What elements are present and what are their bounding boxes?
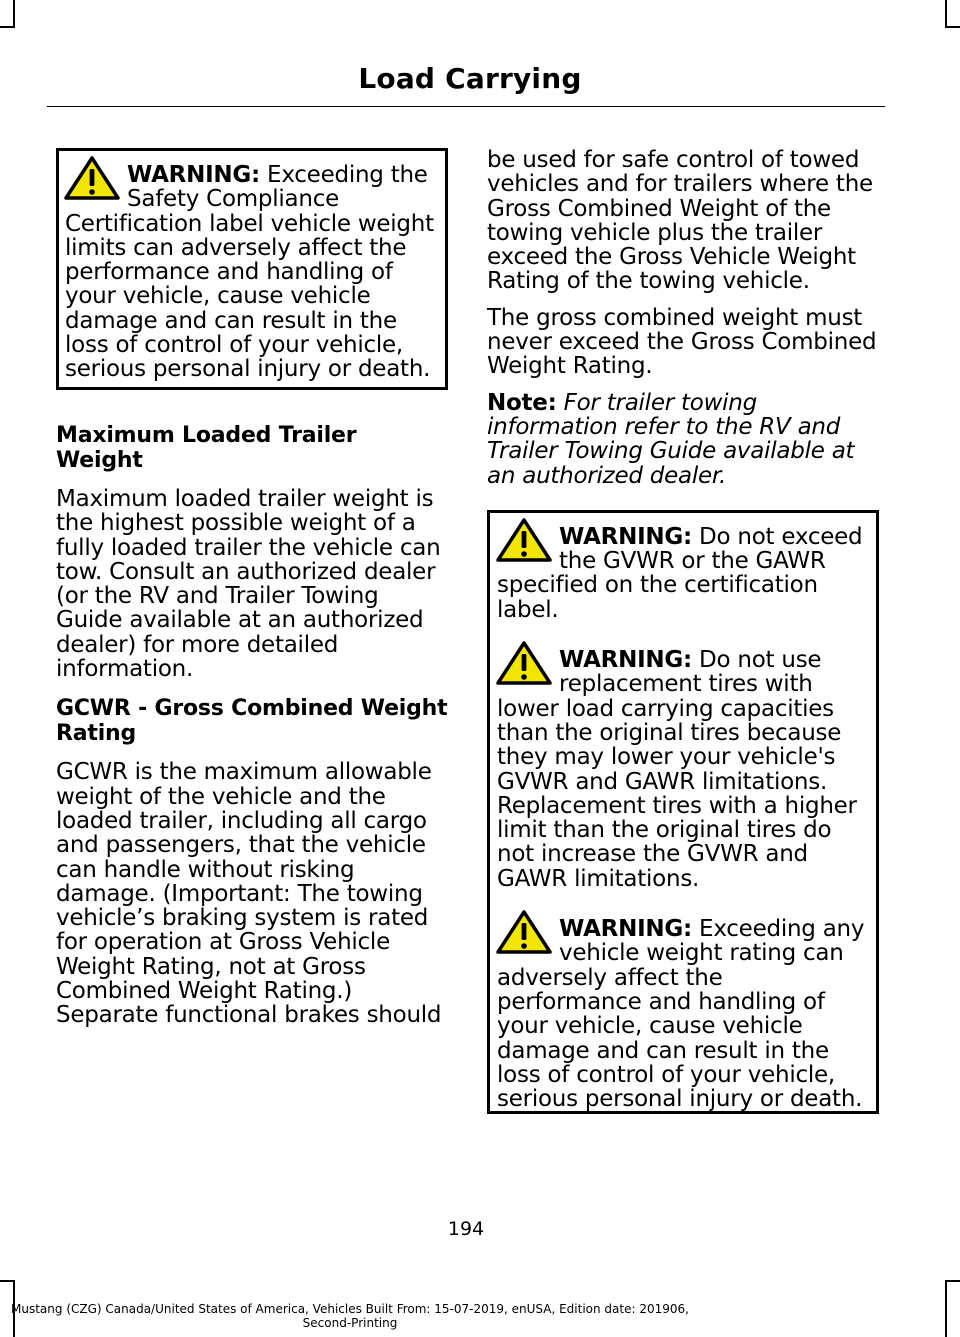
warning-triangle-icon bbox=[495, 517, 553, 563]
header-divider bbox=[47, 106, 885, 107]
warning-label: WARNING: bbox=[559, 523, 692, 550]
crop-mark-bottom-right-h bbox=[945, 1280, 960, 1282]
warning-box bbox=[56, 148, 448, 390]
paragraph: The gross combined weight must never exceed the Gross Combined Weight Rating. bbox=[487, 304, 877, 380]
page-title: Load Carrying bbox=[358, 62, 582, 95]
left-column bbox=[56, 148, 448, 1028]
warning-text bbox=[497, 917, 870, 1111]
crop-mark-top-left-h bbox=[0, 26, 15, 28]
warnings-box bbox=[487, 510, 879, 1114]
section-heading: GCWR - Gross Combined Weight Rating bbox=[56, 696, 448, 746]
warning-label: WARNING: bbox=[559, 916, 692, 943]
warning-text bbox=[497, 648, 870, 891]
warning-text bbox=[65, 163, 439, 382]
section-body: Maximum loaded trailer weight is the highest possible weight of a fully loaded trailer the vehicle can tow. Consult an authorized dealer (or the RV and Trailer Towing Guide available at an authorized dealer) for more detailed information. bbox=[56, 486, 441, 683]
warning-label: WARNING: bbox=[127, 162, 260, 188]
warning-text bbox=[497, 525, 870, 622]
warning-triangle-icon bbox=[63, 155, 121, 201]
crop-mark-top-left-v bbox=[13, 0, 15, 28]
note bbox=[487, 391, 879, 488]
warning-body: Do not exceed the GVWR or the GAWR specified on the certification label. bbox=[497, 523, 863, 623]
note-text: For trailer towing information refer to the RV and Trailer Towing Guide available at an authorized dealer. bbox=[487, 389, 855, 489]
warning-triangle-icon bbox=[495, 640, 553, 686]
page-number: 194 bbox=[447, 1218, 485, 1240]
note-label: Note: bbox=[487, 389, 557, 416]
paragraph: be used for safe control of towed vehicles and for trailers where the Gross Combined Weight of the towing vehicle plus the trailer exceed the Gross Vehicle Weight Rating of the towing vehicle. bbox=[487, 147, 873, 295]
crop-mark-top-right-h bbox=[945, 26, 960, 28]
crop-mark-top-right-v bbox=[945, 0, 947, 28]
warning-label: WARNING: bbox=[559, 647, 692, 674]
warning-body: Exceeding any vehicle weight rating can adversely affect the performance and handling of your vehicle, cause vehicle damage and can result in the loss of control of your vehicle, serious personal injury or death. bbox=[497, 916, 865, 1113]
warning-body: Exceeding the Safety Compliance Certification label vehicle weight limits can adversely affect the performance and handling of your vehicle, cause vehicle damage and can result in the loss of control of your vehicle, serious personal injury or death. bbox=[65, 162, 434, 383]
warning-body: Do not use replacement tires with lower load carrying capacities than the original tires because they may lower your vehicle's GVWR and GAWR limitations. Replacement tires with a higher limit than the original tires do not increase the GVWR and GAWR limitations. bbox=[497, 647, 857, 892]
crop-mark-bottom-right-v bbox=[945, 1280, 947, 1337]
section-body: GCWR is the maximum allowable weight of the vehicle and the loaded trailer, including all cargo and passengers, that the vehicle can handle without risking damage. (Important: The towing vehicle’s braking system is rated for operation at Gross Vehicle Weight Rating, not at Gross Combined Weight Rating.) Separate functional brakes should bbox=[56, 759, 442, 1029]
warning-triangle-icon bbox=[495, 909, 553, 955]
footer-text: Mustang (CZG) Canada/United States of America, Vehicles Built From: 15-07-2019, enUSA, Edition date: 201906, Second-Printing bbox=[11, 1302, 689, 1330]
crop-mark-bottom-left-h bbox=[0, 1280, 15, 1282]
section-heading: Maximum Loaded Trailer Weight bbox=[56, 423, 357, 473]
right-column bbox=[487, 148, 879, 1114]
